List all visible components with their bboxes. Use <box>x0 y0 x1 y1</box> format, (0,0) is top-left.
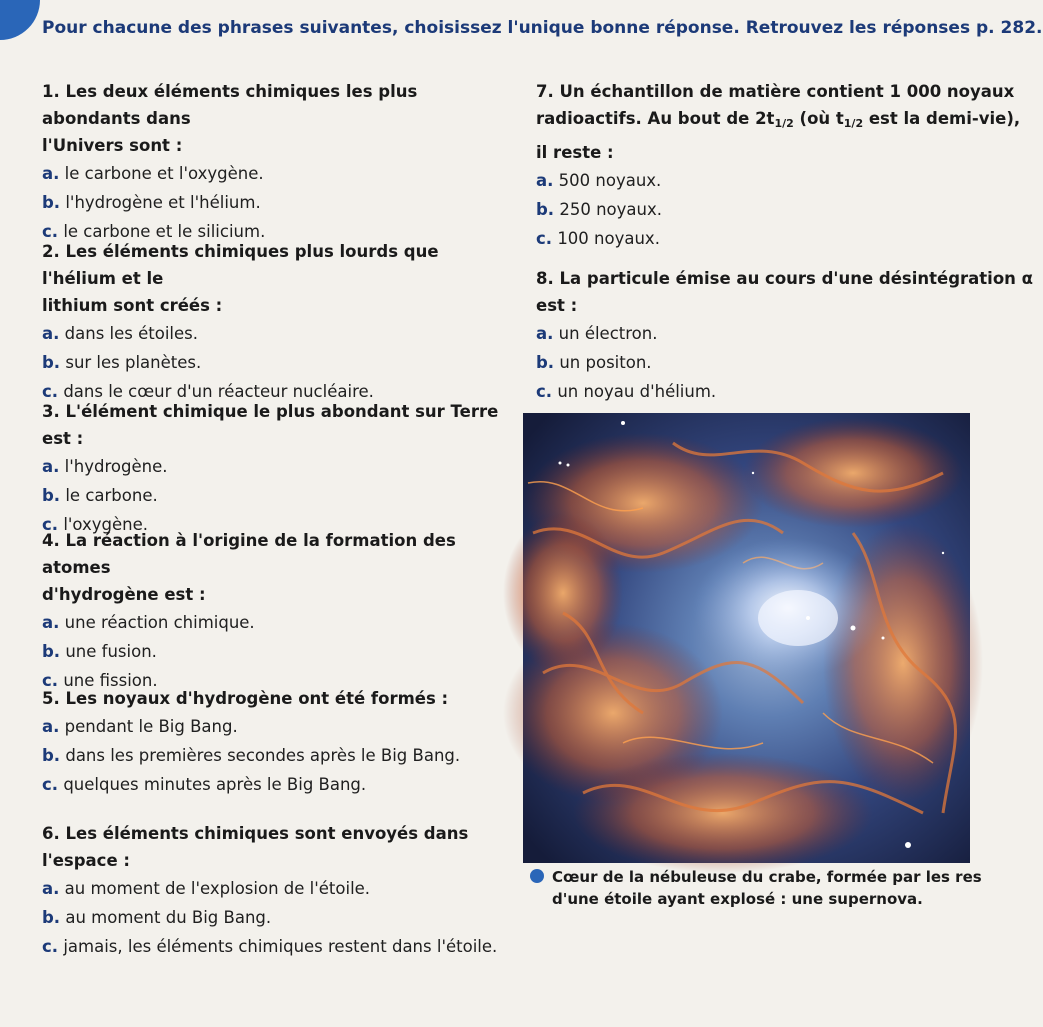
corner-decoration <box>0 0 40 40</box>
option-c[interactable]: c. une fission. <box>42 671 158 690</box>
question-title-cont: il reste : <box>536 143 614 162</box>
question-title-cont: l'Univers sont : <box>42 136 183 155</box>
option-a[interactable]: a. l'hydrogène. <box>42 457 168 476</box>
question-title: 2. Les éléments chimiques plus lourds que l'hélium et le <box>42 242 439 288</box>
question-7 <box>536 78 1021 253</box>
option-a[interactable]: a. 500 noyaux. <box>536 171 662 190</box>
option-a[interactable]: a. au moment de l'explosion de l'étoile. <box>42 879 371 898</box>
option-c[interactable]: c. dans le cœur d'un réacteur nucléaire. <box>42 382 374 401</box>
question-title-cont: radioactifs. Au bout de $2t_{1/2}$ (où $t_{1/2}$ est la demi-vie), <box>536 109 1021 130</box>
question-title: 3. L'élément chimique le plus abondant sur Terre est : <box>42 402 499 448</box>
option-b[interactable]: b. 250 noyaux. <box>536 200 662 219</box>
question-1 <box>42 78 512 246</box>
option-c[interactable]: c. un noyau d'hélium. <box>536 382 717 401</box>
option-b[interactable]: b. le carbone. <box>42 486 158 505</box>
option-b[interactable]: b. une fusion. <box>42 642 157 661</box>
question-title: 8. La particule émise au cours d'une désintégration α <box>536 269 1034 288</box>
question-5 <box>42 685 512 799</box>
question-2 <box>42 238 512 406</box>
option-c[interactable]: c. le carbone et le silicium. <box>42 222 266 241</box>
question-3 <box>42 398 512 539</box>
question-title: 5. Les noyaux d'hydrogène ont été formés : <box>42 689 449 708</box>
option-c[interactable]: c. jamais, les éléments chimiques restent dans l'étoile. <box>42 937 498 956</box>
option-a[interactable]: a. pendant le Big Bang. <box>42 717 238 736</box>
option-b[interactable]: b. un positon. <box>536 353 652 372</box>
option-a[interactable]: a. dans les étoiles. <box>42 324 198 343</box>
question-title: 4. La réaction à l'origine de la formation des atomes <box>42 531 456 577</box>
option-c[interactable]: c. 100 noyaux. <box>536 229 660 248</box>
question-title: 6. Les éléments chimiques sont envoyés dans l'espace : <box>42 824 469 870</box>
option-a[interactable]: a. le carbone et l'oxygène. <box>42 164 264 183</box>
option-a[interactable]: a. un électron. <box>536 324 658 343</box>
question-6 <box>42 820 522 961</box>
option-b[interactable]: b. au moment du Big Bang. <box>42 908 272 927</box>
option-b[interactable]: b. sur les planètes. <box>42 353 202 372</box>
instructions: Pour chacune des phrases suivantes, choisissez l'unique bonne réponse. Retrouvez les réponses p. 282. <box>42 18 1043 38</box>
option-b[interactable]: b. l'hydrogène et l'hélium. <box>42 193 261 212</box>
question-4 <box>42 527 512 695</box>
image-caption: Cœur de la nébuleuse du crabe, formée par les res d'une étoile ayant explosé : une supernova. <box>530 866 970 910</box>
option-a[interactable]: a. une réaction chimique. <box>42 613 255 632</box>
option-c[interactable]: c. l'oxygène. <box>42 515 149 534</box>
question-title-cont: lithium sont créés : <box>42 296 223 315</box>
question-title-cont: est : <box>536 296 578 315</box>
option-c[interactable]: c. quelques minutes après le Big Bang. <box>42 775 367 794</box>
question-8 <box>536 265 1034 406</box>
question-title-cont: d'hydrogène est : <box>42 585 206 604</box>
question-title: 1. Les deux éléments chimiques les plus abondants dans <box>42 82 418 128</box>
bullet-icon <box>530 869 544 883</box>
question-title: 7. Un échantillon de matière contient 1 000 noyaux <box>536 82 1015 101</box>
crab-nebula-image <box>523 413 970 863</box>
option-b[interactable]: b. dans les premières secondes après le Big Bang. <box>42 746 461 765</box>
